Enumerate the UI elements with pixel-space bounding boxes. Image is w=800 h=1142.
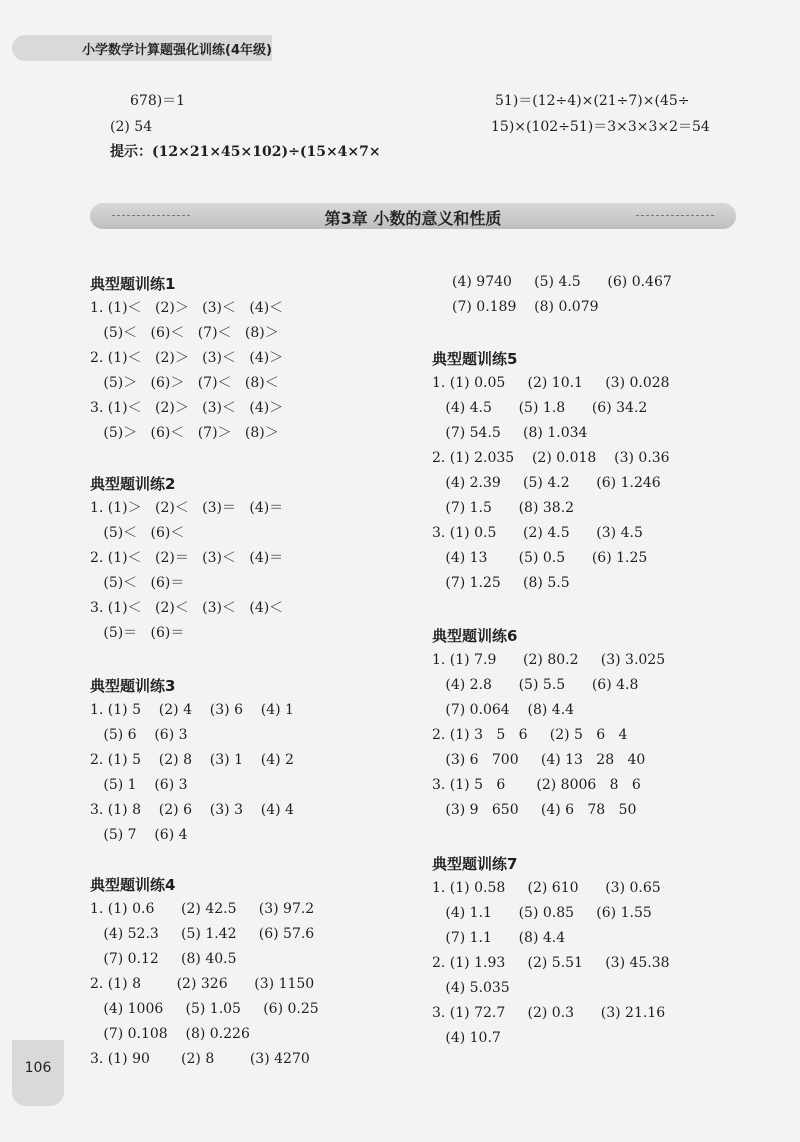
answer-line: 1. (1) 7.9 (2) 80.2 (3) 3.025	[432, 652, 666, 668]
section-heading: 典型题训练7	[432, 855, 518, 873]
answer-line: 2. (1) 2.035 (2) 0.018 (3) 0.36	[432, 450, 670, 466]
prev-answer-line: 678)＝1	[130, 93, 186, 109]
answer-line: (7) 1.25 (8) 5.5	[432, 575, 570, 591]
answer-line: (5) 7 (6) 4	[90, 827, 188, 843]
answer-line: 3. (1) 5 6 (2) 8006 8 6	[432, 777, 641, 793]
answer-line: (7) 54.5 (8) 1.034	[432, 425, 588, 441]
answer-line: 2. (1) 8 (2) 326 (3) 1150	[90, 976, 315, 992]
answer-line: (7) 0.12 (8) 40.5	[90, 951, 237, 967]
section-heading: 典型题训练2	[90, 475, 176, 493]
hint-line: 提示：(12×21×45×102)÷(15×4×7×	[110, 144, 381, 160]
section-heading: 典型题训练1	[90, 275, 176, 293]
answer-line: 1. (1)＞ (2)＜ (3)＝ (4)＝	[90, 500, 284, 516]
prev-answer-line: (2) 54	[110, 119, 153, 135]
answer-line: 2. (1)＜ (2)＝ (3)＜ (4)＝	[90, 550, 284, 566]
hint-continuation: 51)＝(12÷4)×(21÷7)×(45÷	[495, 93, 690, 109]
answer-line: (4) 2.8 (5) 5.5 (6) 4.8	[432, 677, 639, 693]
answer-line: (5)＝ (6)＝	[90, 625, 185, 641]
answer-line: (5) 6 (6) 3	[90, 727, 188, 743]
answer-line: 2. (1) 5 (2) 8 (3) 1 (4) 2	[90, 752, 294, 768]
header-title: 小学数学计算题强化训练(4年级)	[82, 43, 272, 58]
answer-line: 3. (1) 0.5 (2) 4.5 (3) 4.5	[432, 525, 643, 541]
answer-line: (5)＜ (6)＜	[90, 525, 185, 541]
answer-line: 3. (1) 72.7 (2) 0.3 (3) 21.16	[432, 1005, 666, 1021]
answer-line: 1. (1) 0.05 (2) 10.1 (3) 0.028	[432, 375, 670, 391]
answer-line: (5)＜ (6)＝	[90, 575, 185, 591]
answer-line: (4) 10.7	[432, 1030, 501, 1046]
answer-line: (4) 5.035	[432, 980, 510, 996]
page-number: 106	[24, 1060, 52, 1076]
answer-line: 2. (1) 3 5 6 (2) 5 6 4	[432, 727, 628, 743]
page-number-tab	[12, 1040, 64, 1106]
answer-line: (4) 1006 (5) 1.05 (6) 0.25	[90, 1001, 319, 1017]
section-heading: 典型题训练3	[90, 677, 176, 695]
answer-line: (3) 9 650 (4) 6 78 50	[432, 802, 637, 818]
chapter-banner	[90, 203, 736, 229]
answer-line: (4) 13 (5) 0.5 (6) 1.25	[432, 550, 648, 566]
answer-line: 1. (1) 0.58 (2) 610 (3) 0.65	[432, 880, 661, 896]
answer-line: (5)＜ (6)＜ (7)＜ (8)＞	[90, 325, 279, 341]
running-header	[12, 35, 272, 61]
answer-line: 1. (1) 0.6 (2) 42.5 (3) 97.2	[90, 901, 315, 917]
answer-line: (7) 1.5 (8) 38.2	[432, 500, 575, 516]
answer-line: 3. (1)＜ (2)＞ (3)＜ (4)＞	[90, 400, 284, 416]
answer-line: (7) 1.1 (8) 4.4	[432, 930, 566, 946]
hint-continuation: 15)×(102÷51)＝3×3×3×2＝54	[491, 119, 710, 135]
answer-line: (7) 0.108 (8) 0.226	[90, 1026, 250, 1042]
section-heading: 典型题训练5	[432, 350, 518, 368]
answer-line: 2. (1)＜ (2)＞ (3)＜ (4)＞	[90, 350, 284, 366]
answer-line: 1. (1) 5 (2) 4 (3) 6 (4) 1	[90, 702, 294, 718]
answer-line: (5)＞ (6)＜ (7)＞ (8)＞	[90, 425, 279, 441]
answer-line: 1. (1)＜ (2)＞ (3)＜ (4)＜	[90, 300, 284, 316]
answer-line: (5) 1 (6) 3	[90, 777, 188, 793]
answer-line: (7) 0.064 (8) 4.4	[432, 702, 575, 718]
answer-line: (4) 4.5 (5) 1.8 (6) 34.2	[432, 400, 648, 416]
answer-line: (4) 52.3 (5) 1.42 (6) 57.6	[90, 926, 315, 942]
answer-line: 2. (1) 1.93 (2) 5.51 (3) 45.38	[432, 955, 670, 971]
answer-line: (4) 1.1 (5) 0.85 (6) 1.55	[432, 905, 652, 921]
answer-line: 3. (1) 90 (2) 8 (3) 4270	[90, 1051, 310, 1067]
answer-line: 3. (1)＜ (2)＜ (3)＜ (4)＜	[90, 600, 284, 616]
section-heading: 典型题训练4	[90, 876, 176, 894]
answer-line: (4) 2.39 (5) 4.2 (6) 1.246	[432, 475, 661, 491]
answer-line: 3. (1) 8 (2) 6 (3) 3 (4) 4	[90, 802, 294, 818]
chapter-title: 第3章 小数的意义和性质	[324, 209, 502, 228]
section-heading: 典型题训练6	[432, 627, 518, 645]
answer-line: (5)＞ (6)＞ (7)＜ (8)＜	[90, 375, 279, 391]
answer-line: (7) 0.189 (8) 0.079	[452, 299, 599, 315]
answer-line: (4) 9740 (5) 4.5 (6) 0.467	[452, 274, 672, 290]
answer-line: (3) 6 700 (4) 13 28 40	[432, 752, 646, 768]
